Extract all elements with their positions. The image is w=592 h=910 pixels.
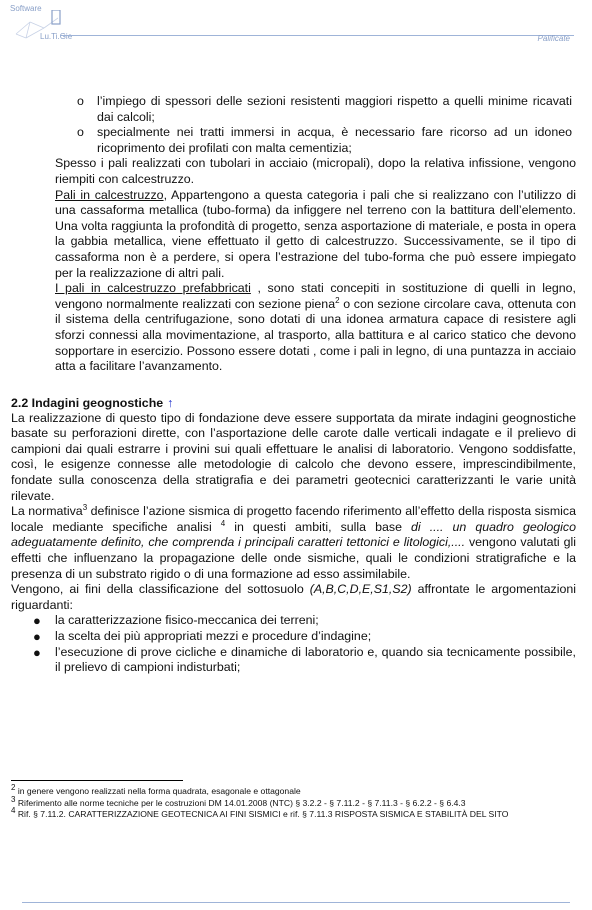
footnote-separator bbox=[11, 780, 183, 781]
footnote-4: $^4$ Rif. § 7.11.2. CARATTERIZZAZIONE GEOTECNICA AI FINI SISMICI e rif. § 7.11.3 RISPOSTA SISMICA E STABILITÀ DEL SITO bbox=[11, 806, 509, 820]
circle-bullet-icon: o bbox=[77, 94, 84, 108]
footnote-3: $^3$ Riferimento alle norme tecniche per le costruzioni DM 14.01.2008 (NTC) § 3.2.2 - § 7.11.2 - § 7.11.3 - § 6.2.2 - § 6.4.3 bbox=[11, 794, 466, 808]
logo-text-top: Software bbox=[10, 4, 42, 13]
circle-bullet-icon: o bbox=[77, 125, 84, 140]
list-item: o l’impiego di spessori delle sezioni resistenti maggiori rispetto a quelli minime ricavati dai calcoli; bbox=[77, 94, 572, 124]
paragraph-vengono: Vengono, ai fini della classificazione del sottosuolo (A,B,C,D,E,S1,S2) affrontate le argomentazioni riguardanti: bbox=[11, 582, 576, 612]
header-rule bbox=[60, 35, 574, 36]
footnote-ref-4[interactable]: 4 bbox=[220, 518, 226, 528]
paragraph-normativa: La normativa$^3$ definisce l’azione sismica di progetto facendo riferimento all’effetto della risposta sismica locale mediante specifiche analisi $^4$ in questi ambiti, sulla base di .... un quadro geologico adeguatamente definito, che comprenda i principali caratteri tettonici e litologici,.... vengono valutati gli effetti che influenzano la propagazione delle onde sismiche, quali le condizioni stratigrafiche e la presenza di un substrato rigido o di una formazione ad esso assimilabile. bbox=[11, 503, 577, 581]
footnote-2: $^2$ in genere vengono realizzati nella forma quadrata, esagonale e ottagonale bbox=[11, 783, 301, 796]
paragraph-tubolari: Spesso i pali realizzati con tubolari in acciaio (micropali), dopo la relativa infissione, vengono riempiti con calcestruzzo. bbox=[55, 156, 576, 186]
bullet-icon: ● bbox=[33, 629, 41, 644]
up-arrow-icon[interactable]: ↑ bbox=[167, 395, 174, 410]
footer-rule bbox=[22, 902, 570, 903]
section-heading: 2.2 Indagini geognostiche ↑ bbox=[11, 395, 174, 410]
list-item: ● la caratterizzazione fisico-meccanica dei terreni; bbox=[33, 613, 319, 629]
term-pali-prefabbricati: I pali in calcestruzzo prefabbricati bbox=[55, 281, 251, 296]
term-pali-calcestruzzo: Pali in calcestruzzo bbox=[55, 187, 164, 202]
paragraph-realizzazione: La realizzazione di questo tipo di fondazione deve essere supportata da mirate indagini geognostiche basate su perforazioni dirette, con l’asportazione delle carote dalle verticali indagate e il prelievo di campioni dai quali estrarre i provini sui quali effettuare le analisi di laboratorio. Vengono soddisfatte, così, le esigenze connesse alle metodologie di calcolo che devono essere, imprescindibilmente, fondate sulla conoscenza della stratigrafia e dei parametri geotecnici caratterizzanti le varie unità rilevate. bbox=[11, 410, 576, 503]
bullet-icon: ● bbox=[33, 644, 41, 660]
document-body bbox=[11, 94, 576, 676]
list-item: o specialmente nei tratti immersi in acqua, è necessario fare ricorso ad un idoneo ricoprimento dei profilati con malta cementizia; bbox=[77, 125, 572, 155]
footnote-ref-3[interactable]: 3 bbox=[82, 503, 88, 513]
footnote-ref-2[interactable]: 2 bbox=[335, 295, 340, 305]
bullet-icon: ● bbox=[33, 613, 41, 629]
list-item: ● la scelta dei più appropriati mezzi e procedure d’indagine; bbox=[33, 629, 372, 644]
paragraph-pali-prefabbricati: I pali in calcestruzzo prefabbricati , sono stati concepiti in sostituzione di quelli in legno, vengono normalmente realizzati con sezione piena$^2$ o con sezione circolare cava, ottenuta con il sistema della centrifugazione, sono dotati di una idonea armatura capace di resistere agli sforzi connessi alla movimentazione, al trasporto, alla battitura e al carico statico che devono sopportare in esercizio. Possono essere dotati , come i pali in legno, di una puntazza in acciaio atta a facilitare l’avanzamento. bbox=[55, 281, 576, 374]
footnotes bbox=[11, 783, 571, 821]
logo-text-bottom: Lu.Ti.Gie bbox=[40, 32, 73, 41]
paragraph-pali-calcestruzzo: Pali in calcestruzzo, Appartengono a questa categoria i pali che si realizzano con l’utilizzo di una cassaforma metallica (tubo-forma) da infiggere nel terreno con la battitura dell’elemento. Una volta raggiunta la profondità di progetto, senza asportazione di materiale, e posta in opera la gabbia metallica, viene effettuato il getto di calcestruzzo. Successivamente, se il tipo di cassaforma non è a perdere, si opera l’estrazione del tubo-forma che può essere impiegato per la realizzazione di altri pali. bbox=[55, 187, 576, 280]
list-item: ● l’esecuzione di prove cicliche e dinamiche di laboratorio e, quando sia tecnicamente possibile, il prelievo di campioni indisturbati; bbox=[33, 644, 576, 675]
header-section-label: Palificate bbox=[537, 34, 570, 43]
